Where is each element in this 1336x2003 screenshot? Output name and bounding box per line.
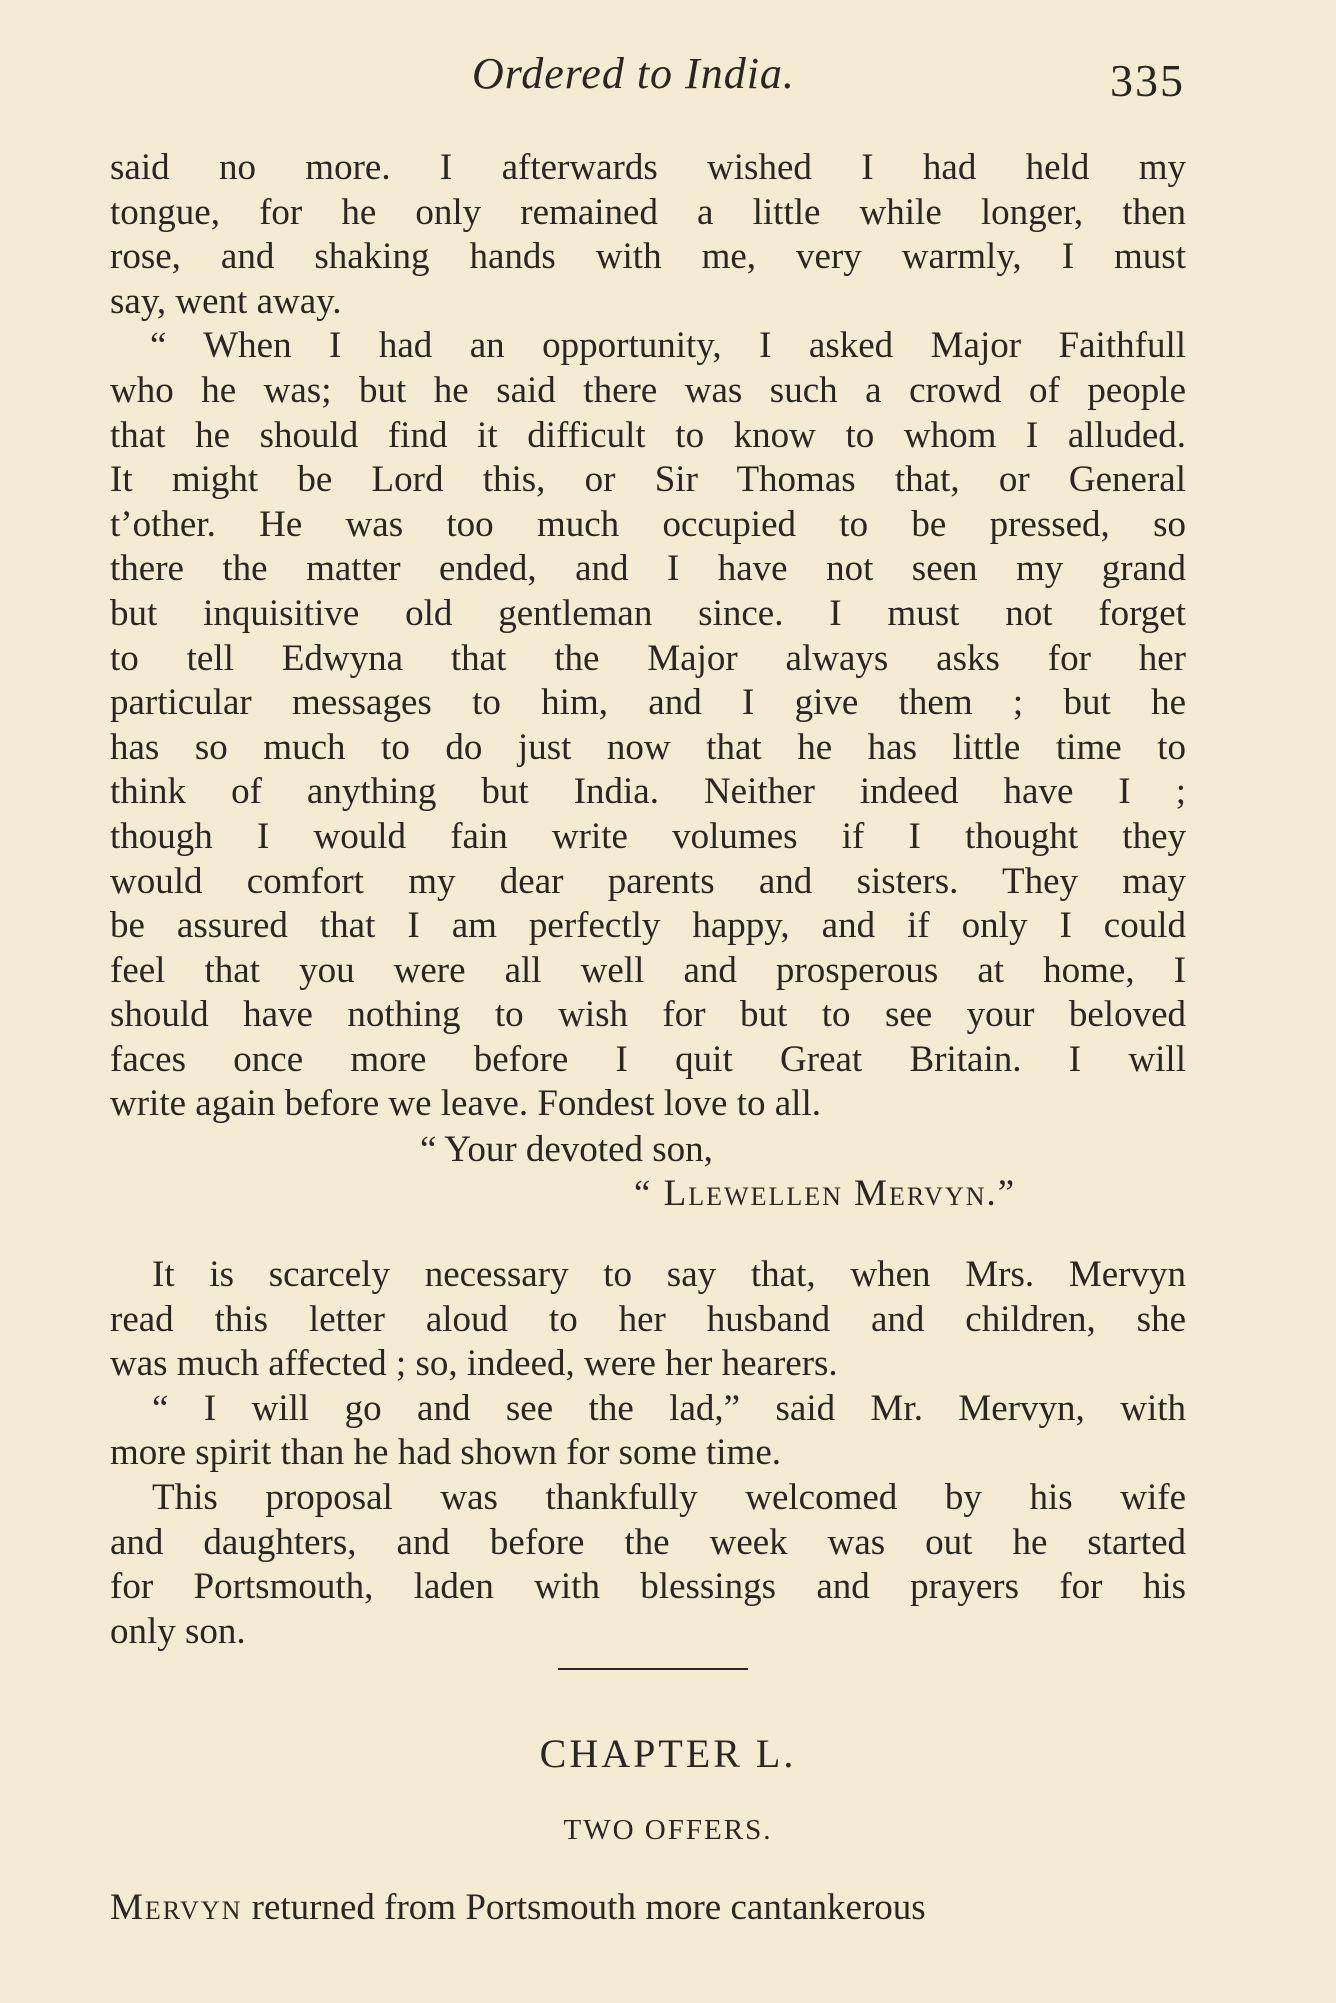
letter-closing: “ Your devoted son, xyxy=(420,1129,713,1170)
text-line: said no more. I afterwards wished I had held my xyxy=(110,147,1186,188)
text-line: was much affected ; so, indeed, were her hearers. xyxy=(110,1343,838,1385)
narrative-body xyxy=(110,1253,1186,1654)
text-line: say, went away. xyxy=(110,280,342,322)
text-line: should have nothing to wish for but to see your beloved xyxy=(110,994,1186,1036)
text-line: though I would fain write volumes if I thought they xyxy=(110,815,1186,857)
section-divider xyxy=(558,1668,748,1670)
text-line: “ When I had an opportunity, I asked Major Faithfull xyxy=(150,325,1186,367)
chapter-heading: CHAPTER L. xyxy=(539,1731,797,1776)
text-line: t’other. He was too much occupied to be pressed, so xyxy=(110,503,1186,545)
text-line: think of anything but India. Neither indeed have I ; xyxy=(110,771,1186,813)
text-line: who he was; but he said there was such a crowd of people xyxy=(110,369,1186,411)
running-title: Ordered to India. xyxy=(472,49,795,98)
text-line: that he should find it difficult to know to whom I alluded. xyxy=(110,414,1186,456)
text-line: feel that you were all well and prosperous at home, I xyxy=(110,949,1186,991)
text-line: faces once more before I quit Great Britain. I will xyxy=(110,1038,1186,1080)
text-line: be assured that I am perfectly happy, and if only I could xyxy=(110,905,1186,947)
chapter-first-line-text: returned from Portsmouth more cantankerous xyxy=(242,1887,926,1928)
text-line: “ I will go and see the lad,” said Mr. Mervyn, with xyxy=(152,1387,1186,1429)
text-line: read this letter aloud to her husband and children, she xyxy=(110,1298,1186,1340)
text-line: It might be Lord this, or Sir Thomas that, or General xyxy=(110,459,1186,501)
text-line: but inquisitive old gentleman since. I must not forget xyxy=(110,592,1186,634)
letter-signature: “ Llewellen Mervyn.” xyxy=(634,1173,1017,1214)
text-line: has so much to do just now that he has little time to xyxy=(110,726,1186,768)
text-line: This proposal was thankfully welcomed by his wife xyxy=(152,1476,1186,1518)
text-line: more spirit than he had shown for some time. xyxy=(110,1432,782,1474)
chapter-subtitle: TWO OFFERS. xyxy=(563,1814,773,1846)
text-line: particular messages to him, and I give them ; but he xyxy=(110,682,1186,724)
text-line: It is scarcely necessary to say that, when Mrs. Mervyn xyxy=(152,1254,1186,1295)
text-line: for Portsmouth, laden with blessings and prayers for his xyxy=(110,1566,1186,1608)
text-line: and daughters, and before the week was out he started xyxy=(110,1521,1186,1563)
text-line: write again before we leave. Fondest love to all. xyxy=(110,1083,821,1125)
chapter-first-line xyxy=(110,1886,926,1929)
text-line: tongue, for he only remained a little while longer, then xyxy=(110,191,1186,233)
page-number: 335 xyxy=(1110,55,1185,106)
text-line: would comfort my dear parents and sisters. They may xyxy=(110,860,1186,902)
text-line: rose, and shaking hands with me, very warmly, I must xyxy=(110,236,1186,278)
text-line: only son. xyxy=(110,1610,246,1652)
chapter-first-word: Mervyn xyxy=(110,1887,243,1928)
letter-body xyxy=(110,146,1186,1127)
text-line: there the matter ended, and I have not seen my grand xyxy=(110,548,1186,590)
text-line: to tell Edwyna that the Major always asks for her xyxy=(110,637,1186,679)
